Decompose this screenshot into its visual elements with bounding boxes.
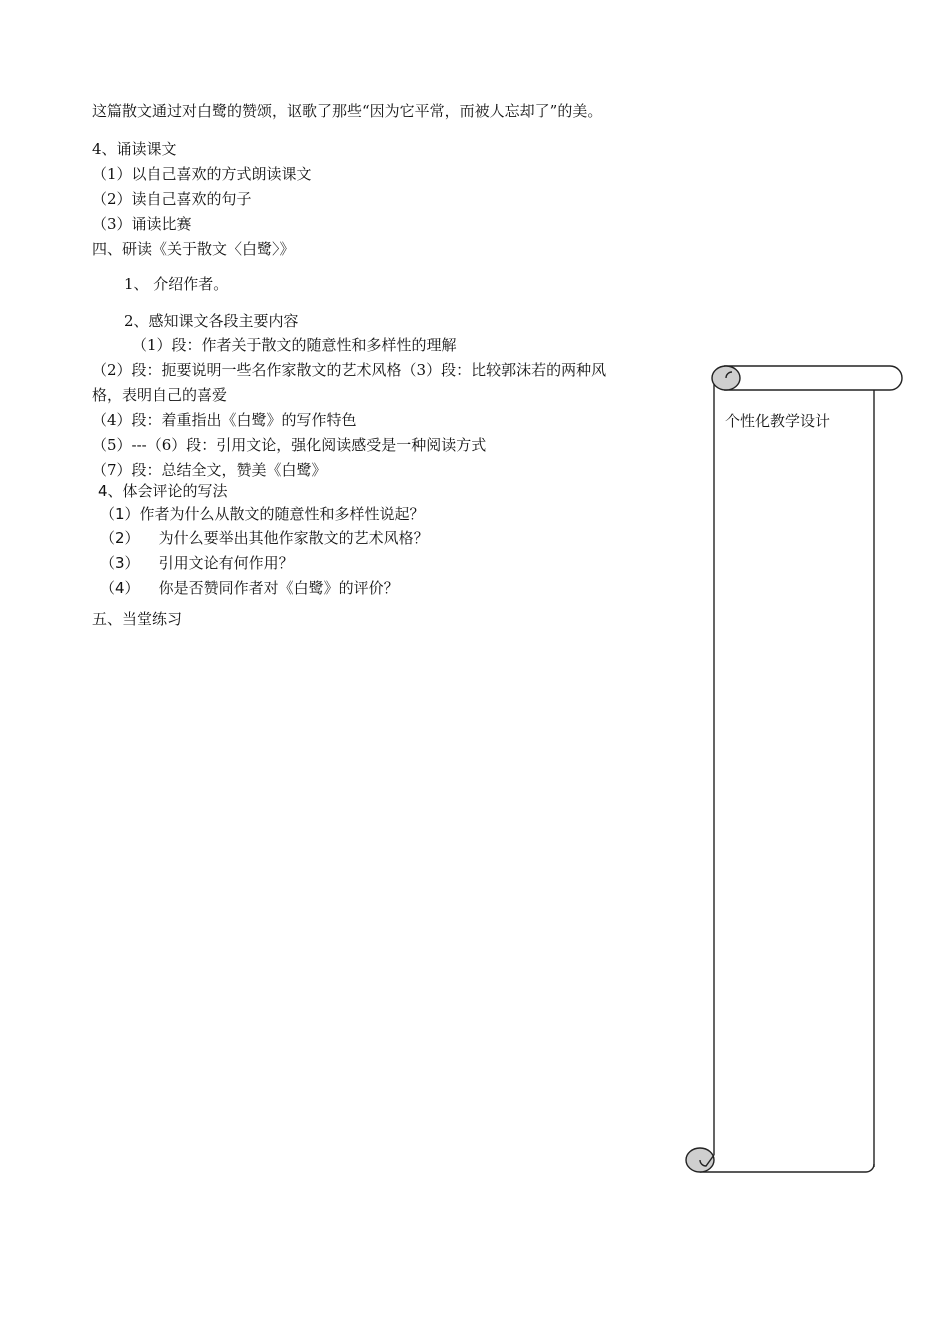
question-2: （2） 为什么要举出其他作家散文的艺术风格？ (100, 529, 429, 547)
question-3: （3） 引用文论有何作用？ (100, 554, 294, 572)
section-4-heading: 4、诵读课文 (92, 140, 177, 158)
read-item-3: （3）诵读比赛 (92, 215, 192, 233)
subsection-4: 4、体会评论的写法 (98, 482, 228, 500)
scroll-top-roll (724, 366, 902, 390)
scroll-frame (682, 360, 906, 1180)
question-1: （1）作者为什么从散文的随意性和多样性说起？ (100, 505, 425, 523)
scroll-bottom-roll (700, 1164, 874, 1172)
read-item-1: （1）以自己喜欢的方式朗读课文 (92, 165, 312, 183)
paragraph-2-summary-cont: 格，表明自己的喜爱 (92, 386, 228, 404)
sidebar-title: 个性化教学设计 (725, 412, 831, 430)
question-4: （4） 你是否赞同作者对《白鹭》的评价？ (100, 579, 399, 597)
read-item-2: （2）读自己喜欢的句子 (92, 190, 252, 208)
section-four-heading: 四、研读《关于散文〈白鹭〉》 (92, 240, 295, 258)
paragraph-4-summary: （4）段：着重指出《白鹭》的写作特色 (92, 411, 357, 429)
paragraph-2-summary: （2）段：扼要说明一些名作家散文的艺术风格（3）段：比较郭沫若的两种风 (92, 361, 607, 379)
paragraph-5-6-summary: （5）---（6）段：引用文论，强化阅读感受是一种阅读方式 (92, 436, 487, 454)
subsection-1: 1、 介绍作者。 (124, 275, 229, 293)
section-five-heading: 五、当堂练习 (92, 610, 183, 628)
paragraph-7-summary: （7）段：总结全文，赞美《白鹭》 (92, 461, 327, 479)
subsection-2: 2、感知课文各段主要内容 (124, 312, 299, 330)
paragraph-1-summary: （1）段：作者关于散文的随意性和多样性的理解 (132, 336, 457, 354)
intro-text: 这篇散文通过对白鹭的赞颂，讴歌了那些“因为它平常，而被人忘却了”的美。 (92, 102, 603, 120)
